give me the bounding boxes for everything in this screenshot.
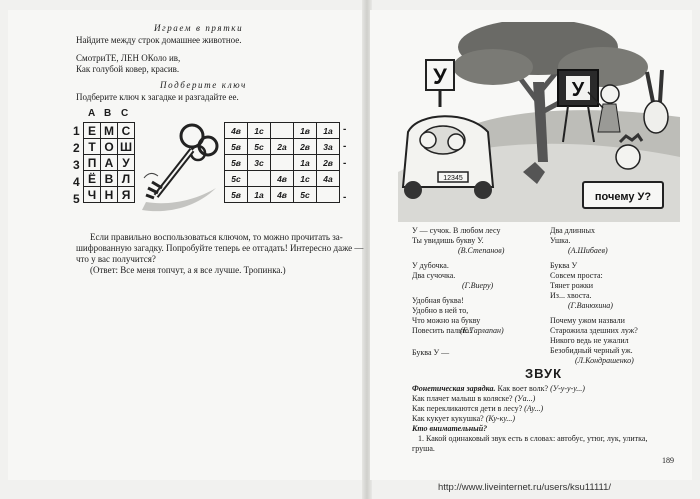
key-cell: 2а	[271, 139, 294, 155]
why-u-sign: почему У?	[594, 191, 652, 203]
key-cell: 5в	[225, 155, 248, 171]
exercise-label: Кто внимательный?	[412, 424, 488, 433]
poem-line: Безобидный черный уж.	[550, 346, 633, 355]
row-number: 1	[73, 124, 80, 138]
key-cell: 1в	[294, 123, 317, 139]
poem-line: Никого ведь не ужалил	[550, 336, 629, 345]
key-cell: 1а	[294, 155, 317, 171]
grid-cell: В	[101, 171, 118, 187]
poem-line: Буква У	[550, 261, 578, 270]
poem-line: Из... хвоста.	[550, 291, 592, 300]
poem-line-1: СмотриТЕ, ЛЕН ОКоло ив,	[76, 53, 181, 63]
exercise-line	[412, 404, 543, 414]
poem-line-2: Как голубой ковер, красив.	[76, 64, 180, 74]
poem-line: Повесить пальто!	[412, 326, 472, 335]
poem-line: Почему ужом назвали	[550, 316, 625, 325]
exercise-label: Фонетическая зарядка.	[412, 384, 496, 393]
key-cell: 1с	[294, 171, 317, 187]
exercise-answer: (У-у-у-у...)	[550, 384, 585, 393]
letter-u-illustration	[398, 22, 680, 222]
exercise-question: Как воет волк?	[497, 384, 549, 393]
pick-key-title: Подберите ключ	[160, 80, 247, 90]
column-head-c: С	[121, 108, 129, 119]
row-tag: -	[343, 141, 347, 152]
key-cell: 1а	[317, 123, 340, 139]
poem-line: Тянет рожки	[550, 281, 594, 290]
key-cell: 3а	[317, 139, 340, 155]
key-cell: 4а	[317, 171, 340, 187]
exercise-question: Как плачет малыш в коляске?	[412, 394, 513, 403]
poem-line: Удобно в ней то,	[412, 306, 469, 315]
poem-author: (А.Шибаев)	[568, 246, 608, 255]
watermark-url: http://www.liveinternet.ru/users/ksu11111/	[438, 482, 612, 493]
key-cell: 5с	[294, 187, 317, 203]
answer-line: (Ответ: Все меня топчут, а я все лучше. Тропинка.)	[90, 265, 286, 275]
poem-line: Два сучочка.	[412, 271, 456, 280]
key-cell	[271, 155, 294, 171]
row-number: 4	[73, 175, 80, 189]
exercise-line	[412, 414, 515, 424]
grid-cell: Ё	[84, 171, 101, 187]
grid-cell: Т	[84, 139, 101, 155]
page-number: 189	[662, 456, 674, 465]
grid-cell: М	[101, 123, 118, 139]
key-cell: 5с	[225, 171, 248, 187]
poem-line: Ты увидишь букву У.	[412, 236, 484, 245]
section-heading: ЗВУК	[525, 366, 563, 381]
grid-cell: Ш	[118, 139, 135, 155]
exercise-line: 1. Какой одинаковый звук есть в словах: автобус, утюг, лук, улитка,	[418, 434, 648, 443]
key-illustration	[136, 118, 222, 216]
grid-cell: У	[118, 155, 135, 171]
poem-line: У — сучок. В любом лесу	[412, 226, 501, 235]
poem-author: (Г.Виеру)	[462, 281, 494, 290]
paragraph-line: Если правильно воспользоваться ключом, то можно прочитать за-	[90, 232, 343, 242]
poem-line: Ушка.	[550, 236, 571, 245]
poem-line: У дубочка.	[412, 261, 449, 270]
key-cell: 5в	[225, 187, 248, 203]
row-number: 5	[73, 192, 80, 206]
key-cell: 5в	[225, 139, 248, 155]
exercise-question: Как перекликаются дети в лесу?	[412, 404, 523, 413]
grid-cell: С	[118, 123, 135, 139]
poem-author: (Г.Ванюхина)	[568, 301, 613, 310]
poem-author: (Л.Кондрашенко)	[575, 356, 634, 365]
row-tag: -	[343, 124, 347, 135]
key-cell: 2в	[317, 155, 340, 171]
key-cell: 4в	[225, 123, 248, 139]
poem-line: Совсем проста:	[550, 271, 603, 280]
key-grid	[224, 122, 340, 203]
row-number: 2	[73, 141, 80, 155]
paragraph-line: что у вас получится?	[76, 254, 156, 264]
grid-cell: Я	[118, 187, 135, 203]
poem-line: Старожила здешних луж?	[550, 326, 638, 335]
exercise-answer: (Ку-ку...)	[485, 414, 516, 423]
poem-line: Удобная буква!	[412, 296, 464, 305]
poem-author: (Е.Тарлапан)	[460, 326, 504, 335]
grid-cell: П	[84, 155, 101, 171]
grid-cell: Ч	[84, 187, 101, 203]
hide-and-seek-title: Играем в прятки	[154, 23, 244, 33]
poem-line: Два длинных	[550, 226, 595, 235]
row-tag: -	[343, 192, 347, 203]
car-plate: 12345	[443, 175, 463, 182]
instruction-pick-key: Подберите ключ к загадке и разгадайте ее.	[76, 92, 239, 102]
exercise-answer: (Ау...)	[524, 404, 544, 413]
exercise-question: Как кукует кукушка?	[412, 414, 484, 423]
key-cell: 4в	[271, 187, 294, 203]
exercise-line	[412, 384, 585, 394]
poem-line: Что можно на букву	[412, 316, 481, 325]
letter-grid	[83, 122, 135, 203]
grid-cell: Е	[84, 123, 101, 139]
board-letter: У	[571, 79, 585, 101]
key-cell: 1с	[248, 123, 271, 139]
exercise-line: груша.	[412, 444, 435, 453]
exercise-answer: (Уа...)	[514, 394, 536, 403]
instruction-find-animal: Найдите между строк домашнее животное.	[76, 35, 242, 45]
key-cell: 4в	[271, 171, 294, 187]
grid-cell: О	[101, 139, 118, 155]
row-number: 3	[73, 158, 80, 172]
key-cell	[248, 171, 271, 187]
key-cell: 5с	[248, 139, 271, 155]
row-tag: -	[343, 158, 347, 169]
key-cell: 3с	[248, 155, 271, 171]
key-cell	[317, 187, 340, 203]
sign-letter: У	[433, 64, 447, 89]
poem-author: (В.Степанов)	[458, 246, 505, 255]
column-head-b: В	[104, 108, 112, 119]
key-cell: 2в	[294, 139, 317, 155]
poem-line: Буква У —	[412, 348, 450, 357]
grid-cell: Н	[101, 187, 118, 203]
grid-cell: А	[101, 155, 118, 171]
key-cell	[271, 123, 294, 139]
paragraph-line: шифрованную загадку. Попробуйте теперь ее отгадать! Интересно даже —	[76, 243, 364, 253]
exercise-line	[412, 394, 535, 404]
column-head-a: А	[88, 108, 96, 119]
grid-cell: Л	[118, 171, 135, 187]
key-cell: 1а	[248, 187, 271, 203]
